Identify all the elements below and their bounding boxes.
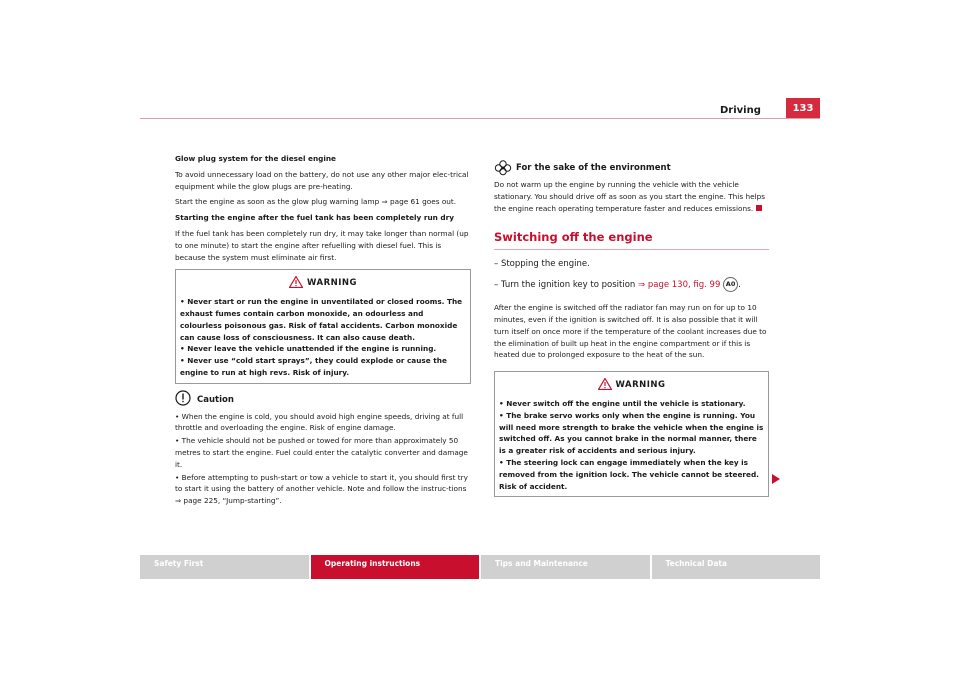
continue-arrow-icon — [772, 474, 780, 484]
warning-heading — [180, 276, 466, 290]
footer-tab-technical-data[interactable]: Technical Data — [652, 555, 821, 579]
warning-item: • Never start or run the engine in unventilated or closed rooms. The exhaust fumes contain carbon monoxide, an odourless and colourless poisonous gas. Risk of fatal accidents. Carbon monoxide can cause loss of consciousness. It can also cause death. — [180, 297, 463, 342]
radiator-fan-text: After the engine is switched off the radiator fan may run on for up to 10 minutes, even if the ignition is switched off. It is also possible that it will turn itself on once more if the temperature of the coolant increases due to the elimination of built up heat in the engine compartment or if this is heated due to prolonged exposure to the heat of the sun. — [494, 303, 767, 360]
warning-item: • Never use “cold start sprays”, they could explode or cause the engine to run at high revs. Risk of injury. — [180, 356, 447, 377]
footer-tab-safety-first[interactable]: Safety First — [140, 555, 309, 579]
header-rule — [140, 118, 820, 119]
section-title: Switching off the engine — [494, 232, 769, 250]
environment-flower-icon — [494, 160, 512, 176]
warning-box-right — [494, 371, 769, 497]
page-number: 133 — [786, 98, 820, 119]
empty-tank-text: If the fuel tank has been completely run dry, it may take longer than normal (up to one minute) to start the engine after refuelling with diesel fuel. This is because the system must eliminate air first. — [175, 228, 469, 262]
environment-label: For the sake of the environment — [516, 163, 671, 173]
footer-tab-operating-instructions[interactable]: Operating instructions — [311, 555, 480, 579]
warning-label: WARNING — [307, 278, 357, 289]
glow-text-2: Start the engine as soon as the glow plug warning lamp ⇒ page 61 goes out. — [175, 197, 457, 207]
caution-item: • Before attempting to push-start or tow a vehicle to start it, you should first try to start it using the battery of another vehicle. Note and follow the instruc-tions ⇒ page 225, “Jump-starting”. — [175, 472, 468, 506]
environment-text: Do not warm up the engine by running the vehicle with the vehicle stationary. You should drive off as soon as you start the engine. This helps the engine reach operating temperature faster and reduces emissions. — [494, 180, 766, 213]
step-1: – Stopping the engine. — [494, 259, 590, 270]
glow-text-1: To avoid unnecessary load on the battery, do not use any other major elec-trical equipment while the glow plugs are pre-heating. — [175, 169, 469, 191]
warning-triangle-icon — [598, 378, 612, 390]
figure-reference-link[interactable]: ⇒ page 130, fig. 99 — [638, 280, 721, 291]
end-of-section-marker — [756, 205, 762, 211]
caution-icon — [175, 390, 191, 406]
warning-box-left — [175, 269, 471, 383]
warning-item: • The steering lock can engage immediately when the key is removed from the ignition lock. The vehicle cannot be steered. Risk of accident. — [499, 457, 759, 491]
warning-item: • Never leave the vehicle unattended if the engine is running. — [180, 344, 437, 354]
empty-tank-heading: Starting the engine after the fuel tank has been completely run dry — [175, 213, 454, 223]
warning-label: WARNING — [615, 380, 666, 391]
environment-heading — [494, 160, 769, 176]
chapter-title: Driving — [720, 105, 761, 116]
warning-heading — [499, 378, 764, 392]
caution-label: Caution — [197, 394, 234, 405]
footer-tab-tips-and-maintenance[interactable]: Tips and Maintenance — [481, 555, 650, 579]
caution-item: • The vehicle should not be pushed or towed for more than approximately 50 metres to start the engine. Fuel could enter the catalytic converter and damage it. — [175, 436, 468, 469]
warning-triangle-icon — [289, 276, 303, 288]
caution-heading — [175, 390, 471, 407]
right-column — [494, 160, 769, 503]
caution-item: • When the engine is cold, you should avoid high engine speeds, driving at full throttle and overloading the engine. Risk of engine damage. — [175, 411, 464, 433]
warning-item: • Never switch off the engine until the vehicle is stationary. — [499, 398, 746, 408]
glow-heading: Glow plug system for the diesel engine — [175, 154, 337, 163]
left-column — [175, 153, 471, 508]
position-marker: A0 — [723, 277, 738, 292]
step-2: – Turn the ignition key to position ⇒ page 130, fig. 99 A0 . — [494, 277, 769, 292]
warning-item: • The brake servo works only when the engine is running. You will need more strength to brake the vehicle when the engine is switched off. As you cannot brake in the normal manner, there is a greater risk of accidents and serious injury. — [499, 410, 764, 456]
footer-nav — [140, 555, 820, 579]
